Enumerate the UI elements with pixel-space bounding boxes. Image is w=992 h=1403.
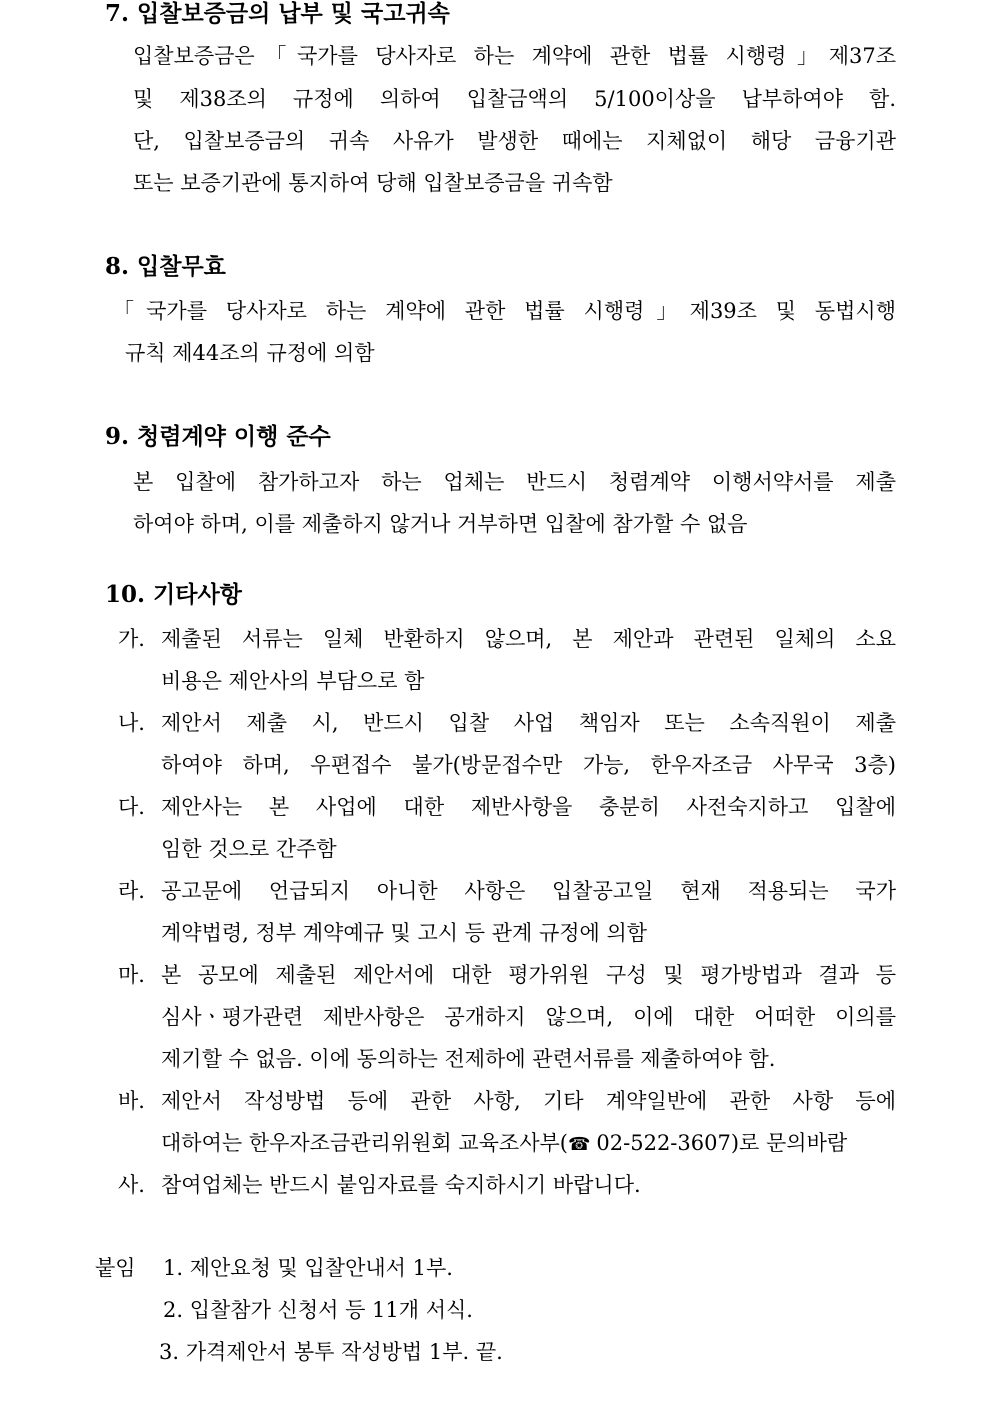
attachment-item-3: 3. 가격제안서 봉투 작성방법 1부. 끝. [159,1340,503,1364]
item-da-line-1: 제안사는 본 사업에 대한 제반사항을 충분히 사전숙지하고 입찰에 [161,795,896,819]
attachment-item-1: 1. 제안요청 및 입찰안내서 1부. [163,1256,453,1280]
section-8-heading: 8. 입찰무효 [105,253,226,280]
item-na-line-2: 하여야 하며, 우편접수 불가(방문접수만 가능, 한우자조금 사무국 3층) [161,753,896,777]
item-na-line-1: 제안서 제출 시, 반드시 입찰 사업 책임자 또는 소속직원이 제출 [161,711,896,735]
section-7-line-2: 및 제38조의 규정에 의하여 입찰금액의 5/100이상을 납부하여야 함. [133,87,896,111]
item-ba-line-1: 제안서 작성방법 등에 관한 사항, 기타 계약일반에 관한 사항 등에 [161,1089,896,1113]
item-ra-line-2: 계약법령, 정부 계약예규 및 고시 등 관계 규정에 의함 [161,921,648,945]
item-da-marker: 다. [118,795,145,819]
attachment-item-2: 2. 입찰참가 신청서 등 11개 서식. [163,1298,473,1322]
contact-suffix: )로 문의바람 [730,1131,848,1155]
item-ma-line-3: 제기할 수 없음. 이에 동의하는 전제하에 관련서류를 제출하여야 함. [161,1047,776,1071]
section-9-line-2: 하여야 하며, 이를 제출하지 않거나 거부하면 입찰에 참가할 수 없음 [133,512,748,536]
item-sa-marker: 사. [118,1173,145,1197]
item-ma-marker: 마. [118,963,145,987]
contact-prefix: 대하여는 한우자조금관리위원회 교육조사부( [161,1131,568,1155]
phone-icon: ☎ [567,1134,591,1155]
section-7-line-3: 단, 입찰보증금의 귀속 사유가 발생한 때에는 지체없이 해당 금융기관 [133,129,896,153]
item-ga-line-2: 비용은 제안사의 부담으로 함 [161,669,425,693]
section-7-line-1: 입찰보증금은「국가를 당사자로 하는 계약에 관한 법률 시행령」제37조 [133,44,896,68]
section-10-heading: 10. 기타사항 [105,581,242,608]
section-7-line-4: 또는 보증기관에 통지하여 당해 입찰보증금을 귀속함 [133,171,613,195]
section-9-heading: 9. 청렴계약 이행 준수 [105,423,331,450]
section-9-line-1: 본 입찰에 참가하고자 하는 업체는 반드시 청렴계약 이행서약서를 제출 [133,470,896,494]
item-ba-marker: 바. [118,1089,145,1113]
attachments-label: 붙임 [95,1256,136,1280]
phone-number: 02-522-3607 [596,1131,731,1155]
item-ra-line-1: 공고문에 언급되지 아니한 사항은 입찰공고일 현재 적용되는 국가 [161,879,896,903]
item-ga-line-1: 제출된 서류는 일체 반환하지 않으며, 본 제안과 관련된 일체의 소요 [161,627,896,651]
item-ba-contact-line [161,1129,847,1159]
item-ga-marker: 가. [118,627,145,651]
section-8-line-1: 「국가를 당사자로 하는 계약에 관한 법률 시행령」제39조 및 동법시행 [113,299,896,323]
item-da-line-2: 임한 것으로 간주함 [161,837,337,861]
item-na-marker: 나. [118,711,145,735]
section-7-heading: 7. 입찰보증금의 납부 및 국고귀속 [105,0,450,27]
item-sa-line-1: 참여업체는 반드시 붙임자료를 숙지하시기 바랍니다. [161,1173,641,1197]
item-ma-line-2: 심사ㆍ평가관련 제반사항은 공개하지 않으며, 이에 대한 어떠한 이의를 [161,1005,896,1029]
section-8-line-2: 규칙 제44조의 규정에 의함 [125,341,375,365]
item-ma-line-1: 본 공모에 제출된 제안서에 대한 평가위원 구성 및 평가방법과 결과 등 [161,963,896,987]
item-ra-marker: 라. [118,879,145,903]
